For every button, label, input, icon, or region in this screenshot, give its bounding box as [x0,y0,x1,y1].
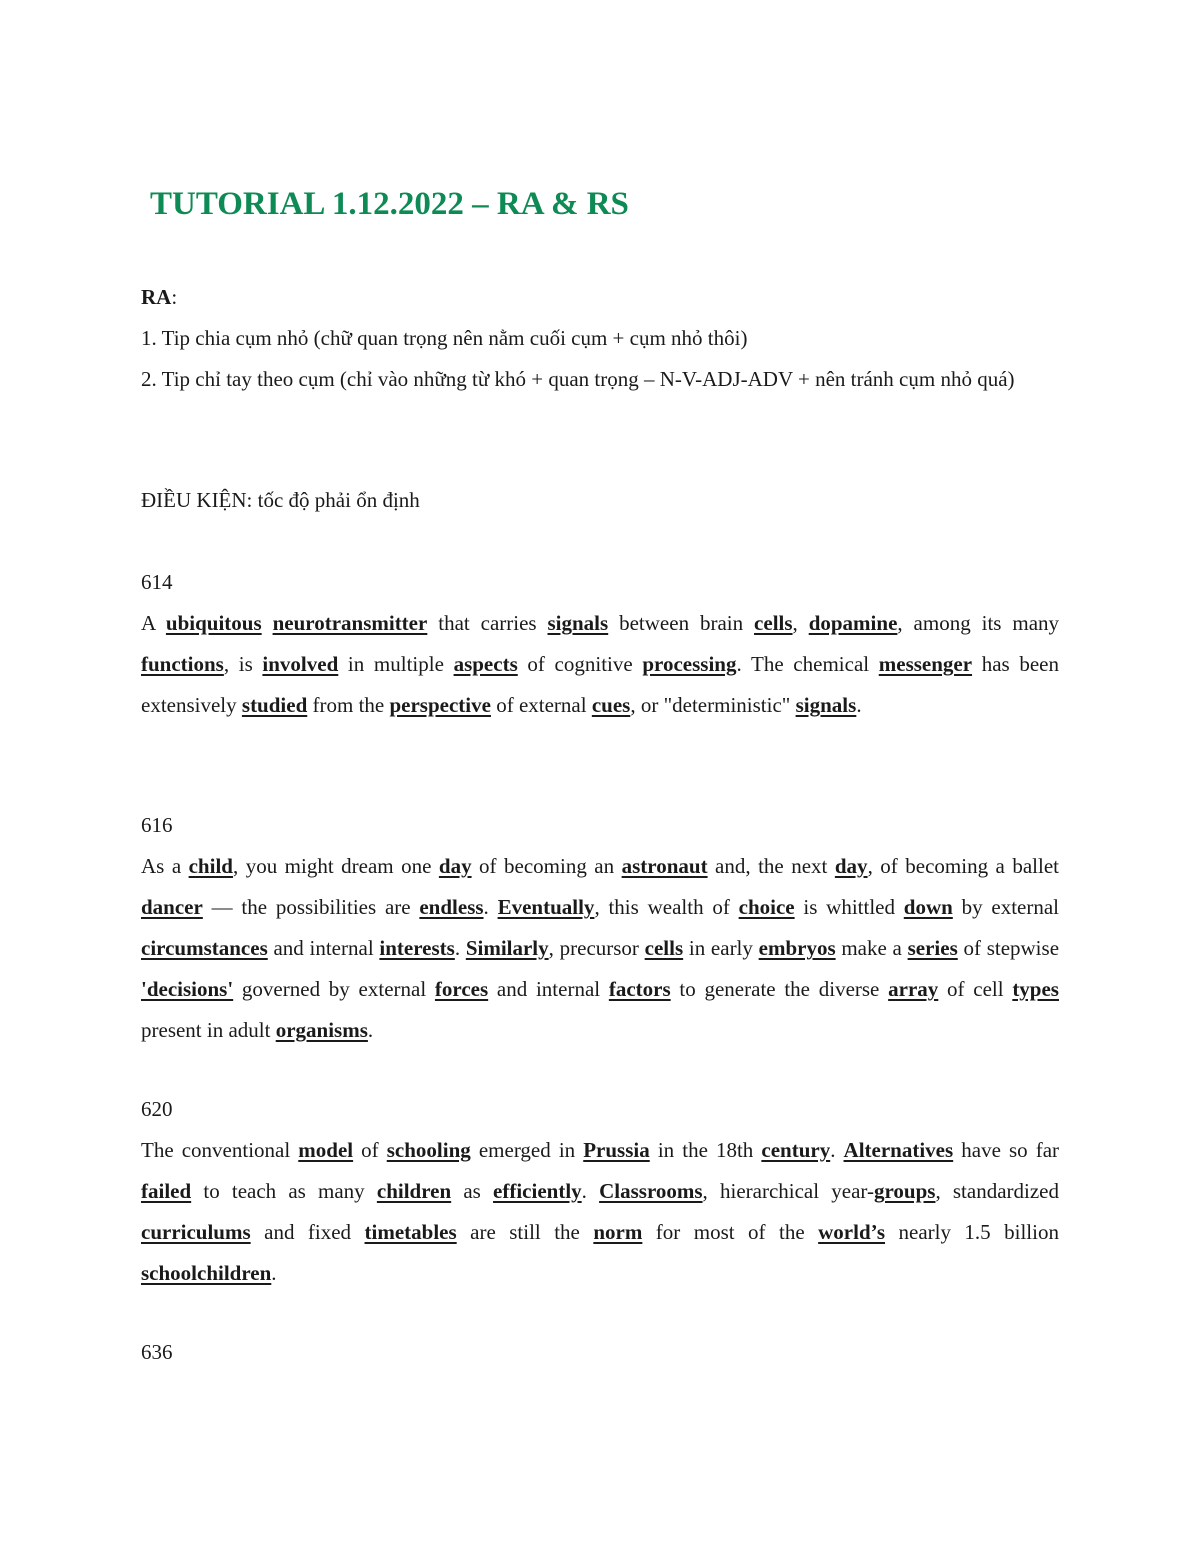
passage-text-run: , of becoming a ballet [867,854,1059,878]
keyword: factors [608,977,671,1001]
ra-tip-2: 2. Tip chỉ tay theo cụm (chỉ vào những từ khó + quan trọng – N-V-ADJ-ADV + nên tránh cụm nhỏ quá) [141,367,1015,391]
keyword: 'decisions' [141,977,234,1001]
keyword: model [298,1138,354,1162]
keyword: failed [141,1179,192,1203]
passage-text-run: , precursor [548,936,645,960]
passage-text-run [262,611,273,635]
keyword: forces [434,977,489,1001]
passage-text-run: has been extensively [141,652,1060,717]
keyword: Eventually [497,895,595,919]
keyword: efficiently [493,1179,582,1203]
passage-text-run: is whittled [794,895,904,919]
keyword: functions [141,652,224,676]
passage-text-run: in early [683,936,759,960]
passage-text-run: emerged in [470,1138,584,1162]
keyword: ubiquitous [165,611,262,635]
keyword: aspects [453,652,518,676]
keyword: messenger [878,652,973,676]
keyword: Prussia [583,1138,650,1162]
keyword: astronaut [621,854,708,878]
passage-text-run: by external [952,895,1059,919]
passage-text-run: . [483,895,498,919]
keyword: circumstances [141,936,268,960]
passage-text-run: present in adult [141,1018,276,1042]
passage [141,1332,1059,1373]
passage-text-run: of cell [938,977,1013,1001]
passage-text [141,603,1059,726]
passage-text-run: , standardized [935,1179,1060,1203]
ra-heading-line [141,277,1059,318]
passage-text-run: — the possibilities are [202,895,420,919]
passage-text-run: . [367,1018,374,1042]
keyword: interests [379,936,455,960]
passage-text-run: . The chemical [736,652,879,676]
keyword: dancer [141,895,203,919]
keyword: studied [241,693,308,717]
passage-text-run: as [451,1179,494,1203]
document-title: TUTORIAL 1.12.2022 – RA & RS [150,186,629,222]
passage-text-run: . [856,693,862,717]
passage-text-run: and, the next [707,854,835,878]
passage-text-run: , [792,611,809,635]
passage-text-run: , among its many [897,611,1060,635]
ra-heading-suffix: : [171,285,178,309]
passage-number: 616 [141,813,173,837]
keyword: groups [873,1179,936,1203]
keyword: processing [642,652,737,676]
passage-text-run: , this wealth of [594,895,739,919]
passage-text-run: have so far [953,1138,1060,1162]
keyword: choice [738,895,795,919]
passage-text-run: of stepwise [957,936,1060,960]
keyword: day [438,854,472,878]
keyword: cells [644,936,684,960]
keyword: child [188,854,233,878]
passage-number: 636 [141,1340,173,1364]
passage-text-run: , you might dream one [232,854,439,878]
passage-text [141,1130,1059,1294]
passage-text-run: in the 18th [649,1138,762,1162]
passage-text-run: and internal [488,977,609,1001]
keyword: cues [591,693,631,717]
passage-text-run: of becoming an [471,854,622,878]
passage-text-run: The conventional [141,1138,299,1162]
passage-text-run: of external [490,693,592,717]
keyword: array [888,977,939,1001]
keyword: timetables [364,1220,457,1244]
passage-text-run: As a [141,854,189,878]
passage-text-run: , or "deterministic" [630,693,796,717]
passage-text-run: governed by external [233,977,435,1001]
keyword: century [761,1138,831,1162]
ra-notes [141,277,1059,400]
passage-text-run: make a [835,936,908,960]
passage-text-run: , hierarchical year- [702,1179,874,1203]
keyword: dopamine [808,611,898,635]
passage-text-run: of [353,1138,387,1162]
passage [141,562,1059,726]
keyword: Similarly [465,936,549,960]
keyword: cells [754,611,793,635]
keyword: norm [593,1220,643,1244]
keyword: perspective [389,693,491,717]
passage-text-run: in multiple [338,652,454,676]
passage-text-run: . [830,1138,844,1162]
keyword: day [834,854,868,878]
keyword: schoolchildren [141,1261,272,1285]
keyword: signals [795,693,857,717]
ra-tip-1: 1. Tip chia cụm nhỏ (chữ quan trọng nên nằm cuối cụm + cụm nhỏ thôi) [141,326,748,350]
passage-text-run: for most of the [642,1220,819,1244]
passage-text-run: . [581,1179,600,1203]
keyword: organisms [275,1018,368,1042]
passage-text-run: are still the [456,1220,594,1244]
keyword: curriculums [141,1220,251,1244]
keyword: Classrooms [599,1179,703,1203]
keyword: children [376,1179,452,1203]
passage-number: 614 [141,570,173,594]
keyword: endless [419,895,484,919]
keyword: embryos [758,936,836,960]
keyword: signals [547,611,609,635]
passage-text-run: . [454,936,466,960]
ra-condition: ĐIỀU KIỆN: tốc độ phải ổn định [141,488,420,512]
ra-heading: RA [141,285,172,309]
passage-number: 620 [141,1097,173,1121]
passage-text-run: that carries [427,611,548,635]
keyword: Alternatives [843,1138,954,1162]
passage-text-run: , is [223,652,263,676]
passage-text-run: A [141,611,166,635]
keyword: types [1012,977,1059,1001]
passage [141,805,1059,1051]
keyword: series [907,936,958,960]
passage-text-run: to teach as many [191,1179,377,1203]
passage [141,1089,1059,1294]
passage-text-run: nearly 1.5 billion [885,1220,1059,1244]
keyword: down [903,895,953,919]
passage-text-run: to generate the diverse [670,977,889,1001]
passage-text-run: and internal [267,936,380,960]
passage-text-run: and fixed [250,1220,365,1244]
passage-text-run: . [271,1261,277,1285]
passage-text-run: from the [307,693,390,717]
keyword: world’s [818,1220,886,1244]
keyword: schooling [386,1138,471,1162]
keyword: neurotransmitter [272,611,428,635]
keyword: involved [262,652,339,676]
passage-text [141,846,1059,1051]
passage-text-run: of cognitive [517,652,643,676]
passage-text-run: between brain [608,611,755,635]
